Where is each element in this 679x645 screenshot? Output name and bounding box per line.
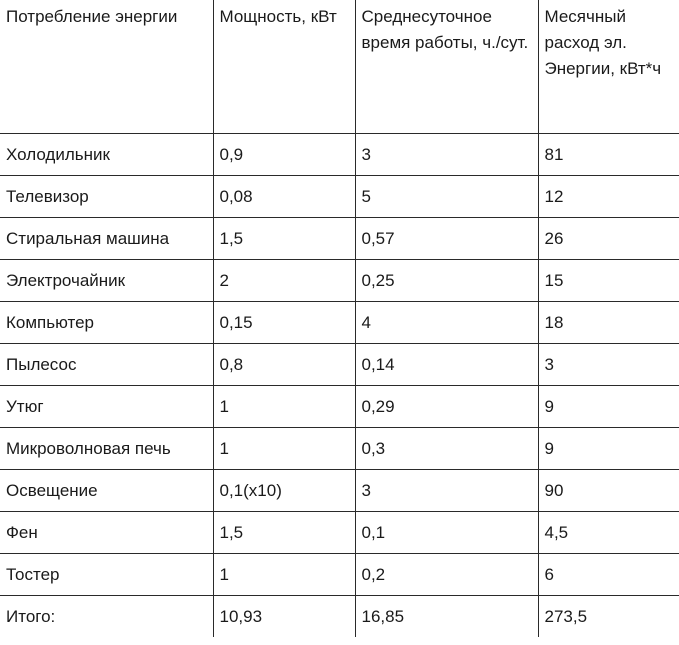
cell-daily-hours: 0,25: [355, 260, 538, 302]
cell-consumer: Освещение: [0, 470, 213, 512]
table-row: [0, 554, 679, 596]
cell-total-power: 10,93: [213, 596, 355, 638]
cell-daily-hours: 0,57: [355, 218, 538, 260]
cell-daily-hours: 0,14: [355, 344, 538, 386]
cell-monthly: 12: [538, 176, 679, 218]
cell-monthly: 4,5: [538, 512, 679, 554]
cell-consumer: Компьютер: [0, 302, 213, 344]
cell-power: 0,08: [213, 176, 355, 218]
cell-total-daily-hours: 16,85: [355, 596, 538, 638]
table-total-row: [0, 596, 679, 638]
cell-power: 0,1(x10): [213, 470, 355, 512]
table-row: [0, 470, 679, 512]
table-row: [0, 386, 679, 428]
cell-power: 0,9: [213, 134, 355, 176]
cell-monthly: 9: [538, 428, 679, 470]
cell-daily-hours: 4: [355, 302, 538, 344]
table-row: [0, 302, 679, 344]
cell-power: 0,8: [213, 344, 355, 386]
cell-consumer: Утюг: [0, 386, 213, 428]
cell-monthly: 9: [538, 386, 679, 428]
cell-consumer: Тостер: [0, 554, 213, 596]
cell-consumer: Телевизор: [0, 176, 213, 218]
cell-consumer: Электрочайник: [0, 260, 213, 302]
cell-monthly: 90: [538, 470, 679, 512]
table-row: [0, 512, 679, 554]
cell-daily-hours: 5: [355, 176, 538, 218]
cell-daily-hours: 0,3: [355, 428, 538, 470]
cell-power: 1,5: [213, 218, 355, 260]
cell-daily-hours: 0,2: [355, 554, 538, 596]
table-row: [0, 260, 679, 302]
cell-daily-hours: 3: [355, 134, 538, 176]
table-row: [0, 134, 679, 176]
cell-monthly: 26: [538, 218, 679, 260]
table-row: [0, 428, 679, 470]
table-row: [0, 176, 679, 218]
header-monthly-consumption: Месячный расход эл. Энергии, кВт*ч: [538, 0, 679, 134]
cell-consumer: Стиральная машина: [0, 218, 213, 260]
table-header-row: [0, 0, 679, 134]
cell-monthly: 3: [538, 344, 679, 386]
cell-consumer: Фен: [0, 512, 213, 554]
cell-daily-hours: 0,1: [355, 512, 538, 554]
header-daily-hours: Среднесуточное время работы, ч./сут.: [355, 0, 538, 134]
cell-consumer: Микроволновая печь: [0, 428, 213, 470]
cell-daily-hours: 0,29: [355, 386, 538, 428]
cell-consumer: Холодильник: [0, 134, 213, 176]
header-consumer: Потребление энергии: [0, 0, 213, 134]
cell-daily-hours: 3: [355, 470, 538, 512]
table-row: [0, 344, 679, 386]
table-row: [0, 218, 679, 260]
cell-power: 1: [213, 428, 355, 470]
cell-total-monthly: 273,5: [538, 596, 679, 638]
cell-monthly: 6: [538, 554, 679, 596]
cell-consumer: Пылесос: [0, 344, 213, 386]
cell-total-label: Итого:: [0, 596, 213, 638]
header-power: Мощность, кВт: [213, 0, 355, 134]
cell-power: 1: [213, 554, 355, 596]
cell-monthly: 15: [538, 260, 679, 302]
cell-power: 1,5: [213, 512, 355, 554]
cell-power: 0,15: [213, 302, 355, 344]
cell-power: 2: [213, 260, 355, 302]
cell-power: 1: [213, 386, 355, 428]
cell-monthly: 81: [538, 134, 679, 176]
cell-monthly: 18: [538, 302, 679, 344]
